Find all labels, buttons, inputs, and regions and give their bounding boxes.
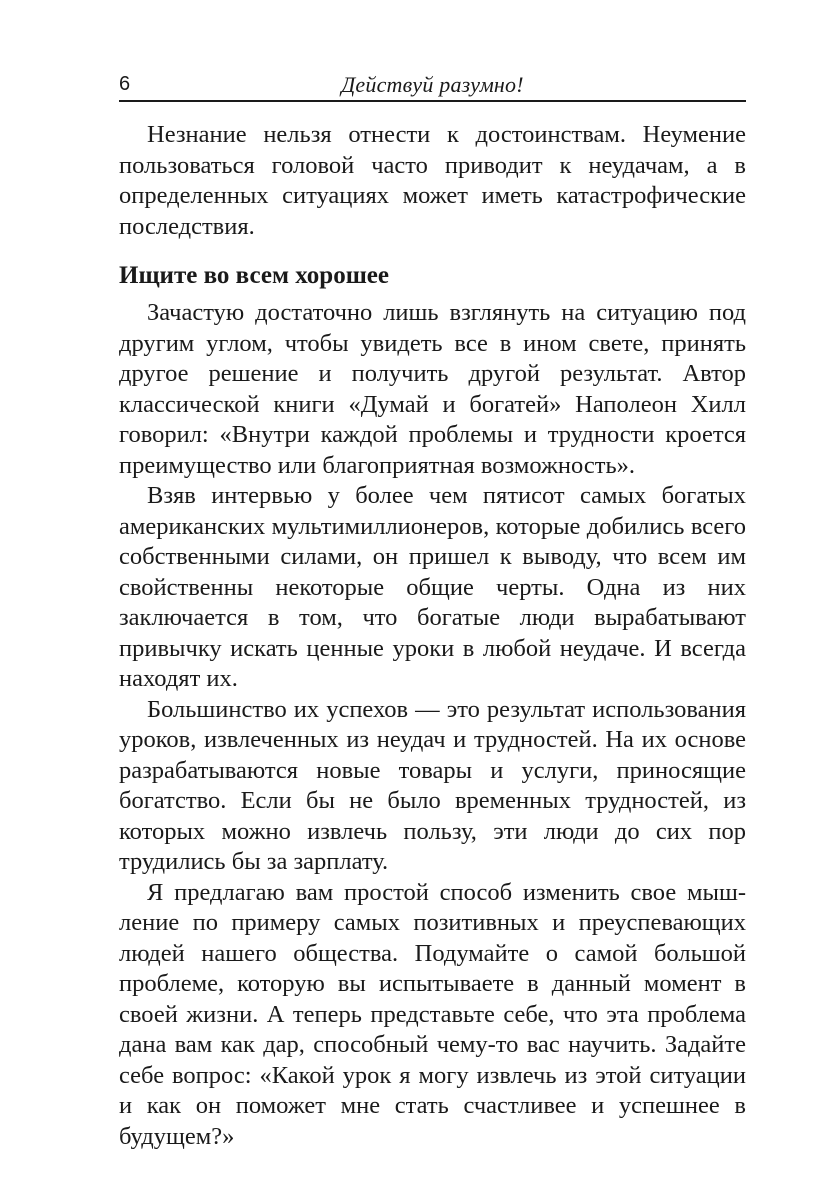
section-heading: Ищите во всем хорошее (119, 262, 389, 289)
paragraph-3: Большинство их успехов — это результат использования уроков, извлеченных из неудач и трудностей. На их основе разрабатываются новые товары и услуги, приносящие богатство. Если бы не было временных трудностей, из которых можно извлечь пользу, эти люди до сих пор трудились бы за зарплату. (119, 695, 746, 875)
running-header (119, 70, 746, 102)
page-body (119, 120, 746, 1152)
page-number: 6 (119, 73, 131, 95)
book-page (119, 70, 746, 1152)
paragraph-2: Взяв интервью у более чем пятисот самых богатых американских мультимиллионеров, которые добились всего собственными силами, он пришел к выводу, что всем им свойственны некоторые общие черты. Одна из них заключается в том, что богатые люди вырабатывают привычку искать ценные уроки в любой неудаче. И всегда находят их. (119, 482, 746, 692)
paragraph-1: Зачастую достаточно лишь взглянуть на ситуацию под другим углом, чтобы увидеть все в ином свете, принять другое решение и получить другой результат. Автор классической книги «Думай и богатей» Наполеон Хилл говорил: «Внутри каждой проблемы и трудности кроется преимущество или благоприятная возможность». (119, 299, 746, 479)
running-title: Действуй разумно! (341, 72, 524, 97)
intro-paragraph: Незнание нельзя отнести к достоинствам. Неумение пользоваться головой часто приводит к неудачам, а в определенных ситуациях может иметь катастрофические последствия. (119, 121, 746, 240)
paragraph-4: Я предлагаю вам простой способ изменить свое мышление по примеру самых позитивных и преуспевающих людей нашего общества. Подумайте о самой большой проблеме, которую вы испытываете в данный момент в своей жизни. А теперь представьте себе, что эта проблема дана вам как дар, способный чему-то вас научить. Задайте себе вопрос: «Какой урок я могу извлечь из этой ситуации и как он поможет мне стать счастливее и успешнее в будущем?» (119, 878, 746, 1150)
